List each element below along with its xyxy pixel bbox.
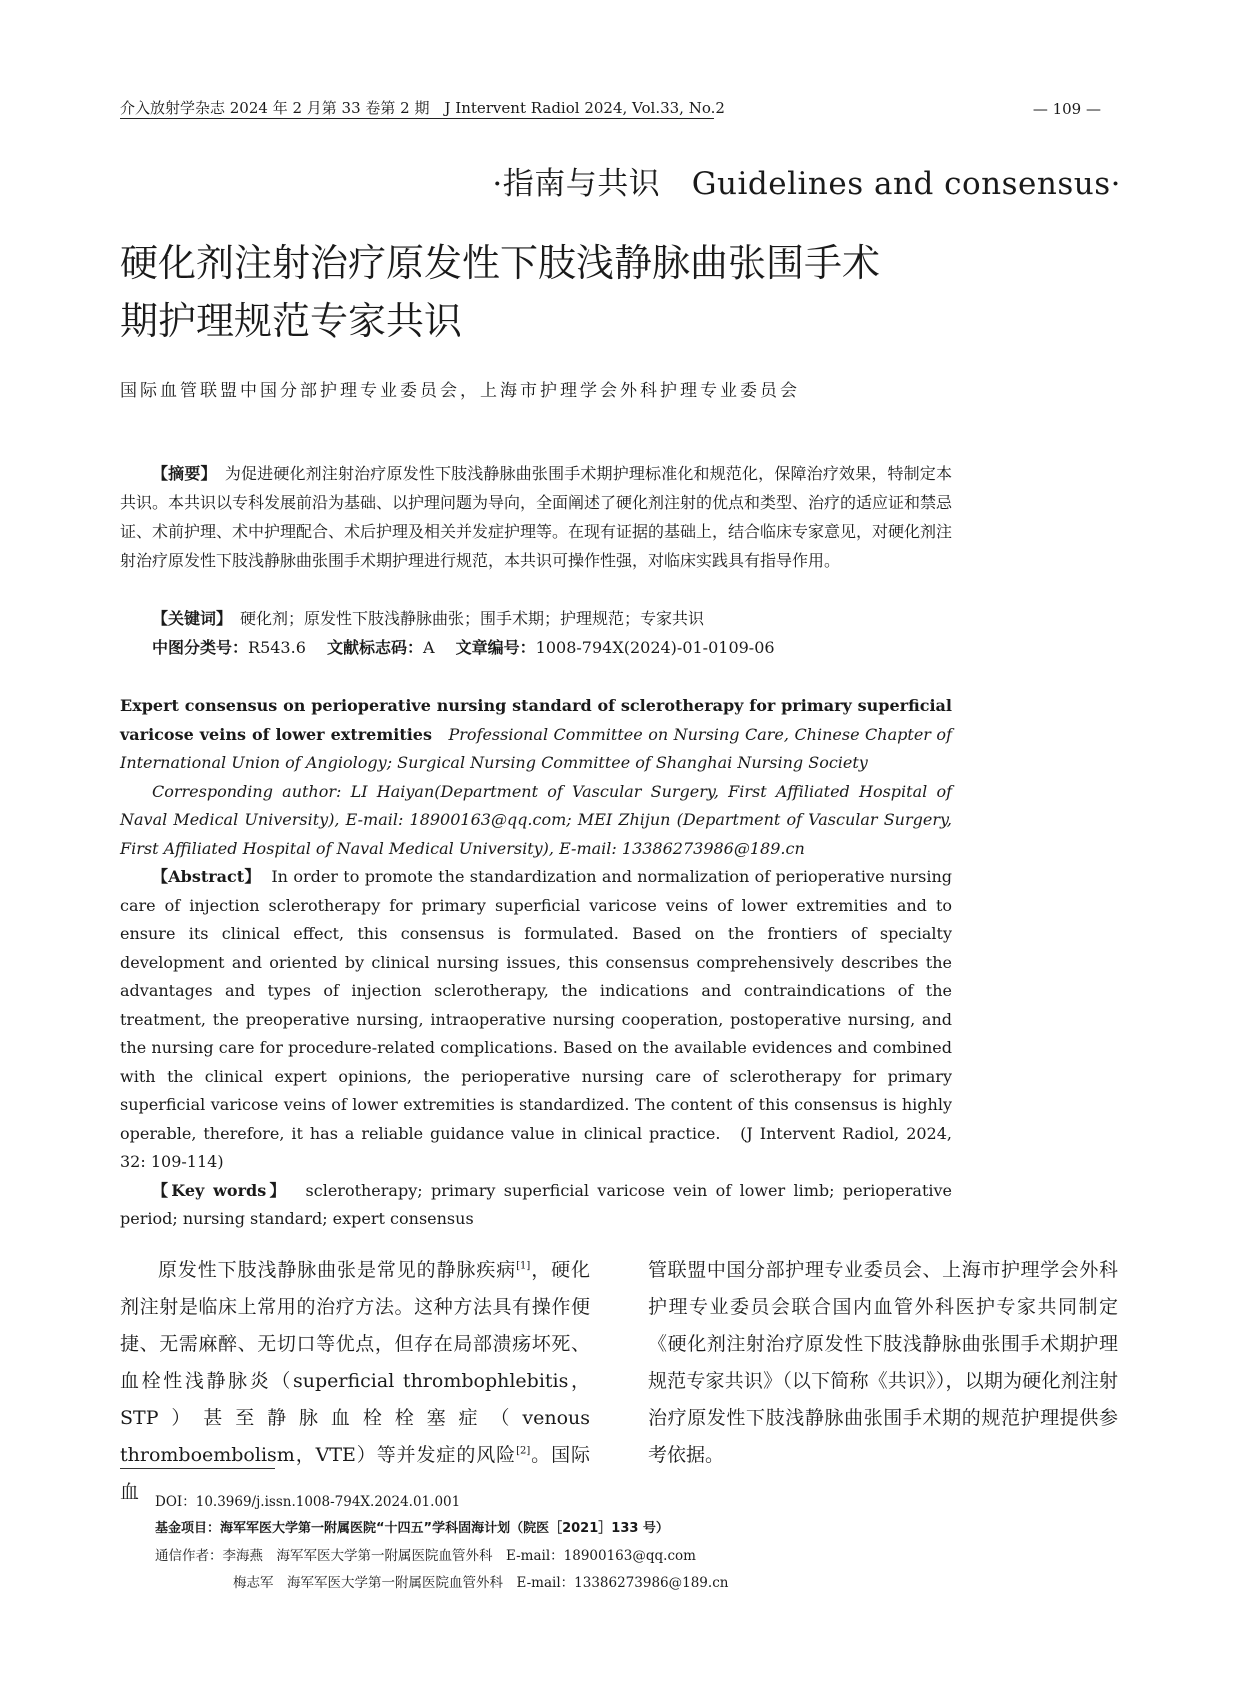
body-left-text-c: 。国际血 (120, 1444, 590, 1503)
citation-1[interactable]: [1] (516, 1260, 531, 1272)
keywords-cn-label: 【关键词】 (152, 609, 225, 628)
section-label: ·指南与共识 Guidelines and consensus· (492, 166, 1121, 202)
article-no-value: 1008-794X(2024)-01-0109-06 (535, 638, 775, 657)
footnote-corresponding-1: 通信作者：李海燕 海军军医大学第一附属医院血管外科 E-mail：18900163@qq.com (155, 1548, 696, 1564)
footnote-doi: DOI：10.3969/j.issn.1008-794X.2024.01.001 (155, 1494, 461, 1510)
footnote-fund: 基金项目：海军军医大学第一附属医院“十四五”学科固海计划（院医［2021］133 号） (155, 1521, 669, 1536)
english-title: Expert consensus on perioperative nursing standard of sclerotherapy for primary superficial varicose veins of lower extremities (120, 696, 952, 744)
article-title (120, 234, 1020, 350)
abstract-cn-label: 【摘要】 (152, 464, 209, 483)
body-left-text-a: 原发性下肢浅静脉曲张是常见的静脉疾病 (158, 1259, 517, 1281)
keywords-cn (120, 604, 952, 633)
abstract-en-paragraph (120, 863, 952, 1177)
page-number: — 109 — (1032, 100, 1101, 118)
keywords-en-text: sclerotherapy; primary superficial varicose vein of lower limb; perioperative period; nursing standard; expert consensus (120, 1180, 952, 1228)
abstract-cn (120, 459, 952, 575)
keywords-en-paragraph (120, 1177, 952, 1234)
title-line-1: 硬化剂注射治疗原发性下肢浅静脉曲张围手术 (120, 241, 881, 285)
article-no-label: 文章编号： (455, 638, 536, 657)
clc-label: 中图分类号： (152, 638, 249, 657)
footnote-rule (120, 1468, 275, 1469)
keywords-cn-text: 硬化剂；原发性下肢浅静脉曲张；围手术期；护理规范；专家共识 (240, 609, 705, 628)
title-line-2: 期护理规范专家共识 (120, 299, 463, 343)
running-head: 介入放射学杂志 2024 年 2 月第 33 卷第 2 期 J Intervent Radiol 2024, Vol.33, No.2 (120, 99, 725, 117)
doc-code-label: 文献标志码： (326, 638, 423, 657)
english-affiliation: Professional Committee on Nursing Care, Chinese Chapter of International Union of Angiology; Surgical Nursing Committee of Shanghai Nursing Society (120, 724, 952, 772)
abstract-cn-text: 为促进硬化剂注射治疗原发性下肢浅静脉曲张围手术期护理标准化和规范化，保障治疗效果，特制定本共识。本共识以专科发展前沿为基础、以护理问题为导向，全面阐述了硬化剂注射的优点和类型、治疗的适应证和禁忌证、术前护理、术中护理配合、术后护理及相关并发症护理等。在现有证据的基础上，结合临床专家意见，对硬化剂注射治疗原发性下肢浅静脉曲张围手术期护理进行规范，本共识可操作性强，对临床实践具有指导作用。 (120, 464, 953, 570)
abstract-en-text: In order to promote the standardization and normalization of perioperative nursing care of injection sclerotherapy for primary superficial varicose veins of lower extremities and to ensure its clinical effect, this consensus is formulated. Based on the frontiers of specialty development and oriented by clinical nursing issues, this consensus comprehensively describes the advantages and types of injection sclerotherapy, the indications and contraindications of the treatment, the preoperative nursing, intraoperative nursing cooperation, postoperative nursing, and the nursing care for procedure-related complications. Based on the available evidences and combined with the clinical expert opinions, the perioperative nursing care of sclerotherapy for primary superficial varicose veins of lower extremities is standardized. The content of this consensus is highly operable, therefore, it has a reliable guidance value in clinical practice. (J Intervent Radiol, 2024, 32: 109-114) (120, 867, 953, 1171)
doc-code-value: A (422, 638, 435, 657)
footnote-corresponding-2: 梅志军 海军军医大学第一附属医院血管外科 E-mail：13386273986@189.cn (233, 1575, 729, 1591)
classification-line (120, 633, 952, 662)
body-left-column (120, 1252, 590, 1511)
keywords-en-label: 【Key words】 (152, 1180, 289, 1200)
abstract-en-label: 【Abstract】 (152, 867, 261, 886)
abstract-en (120, 692, 952, 1234)
authors: 国际血管联盟中国分部护理专业委员会，上海市护理学会外科护理专业委员会 (120, 381, 800, 401)
corresponding-author: Corresponding author: LI Haiyan(Department of Vascular Surgery, First Affiliated Hospital of Naval Medical University), E-mail: 18900163@qq.com; MEI Zhijun (Department of Vascular Surgery, First Affiliated Hospital of Naval Medical University), E-mail: 13386273986@189.cn (120, 781, 952, 858)
citation-2[interactable]: [2] (516, 1445, 531, 1457)
header-rule (120, 118, 714, 119)
body-left-text-b: ，硬化剂注射是临床上常用的治疗方法。这种方法具有操作便捷、无需麻醉、无切口等优点，但存在局部溃疡坏死、血栓性浅静脉炎（superficial thrombophlebitis，STP）甚至静脉血栓栓塞症（venous thromboembolism，VTE）等并发症的风险 (120, 1259, 590, 1466)
body-right-column: 管联盟中国分部护理专业委员会、上海市护理学会外科护理专业委员会联合国内血管外科医护专家共同制定《硬化剂注射治疗原发性下肢浅静脉曲张围手术期护理规范专家共识》（以下简称《共识》），以期为硬化剂注射治疗原发性下肢浅静脉曲张围手术期的规范护理提供参考依据。 (648, 1259, 1118, 1466)
clc-value: R543.6 (248, 638, 306, 657)
